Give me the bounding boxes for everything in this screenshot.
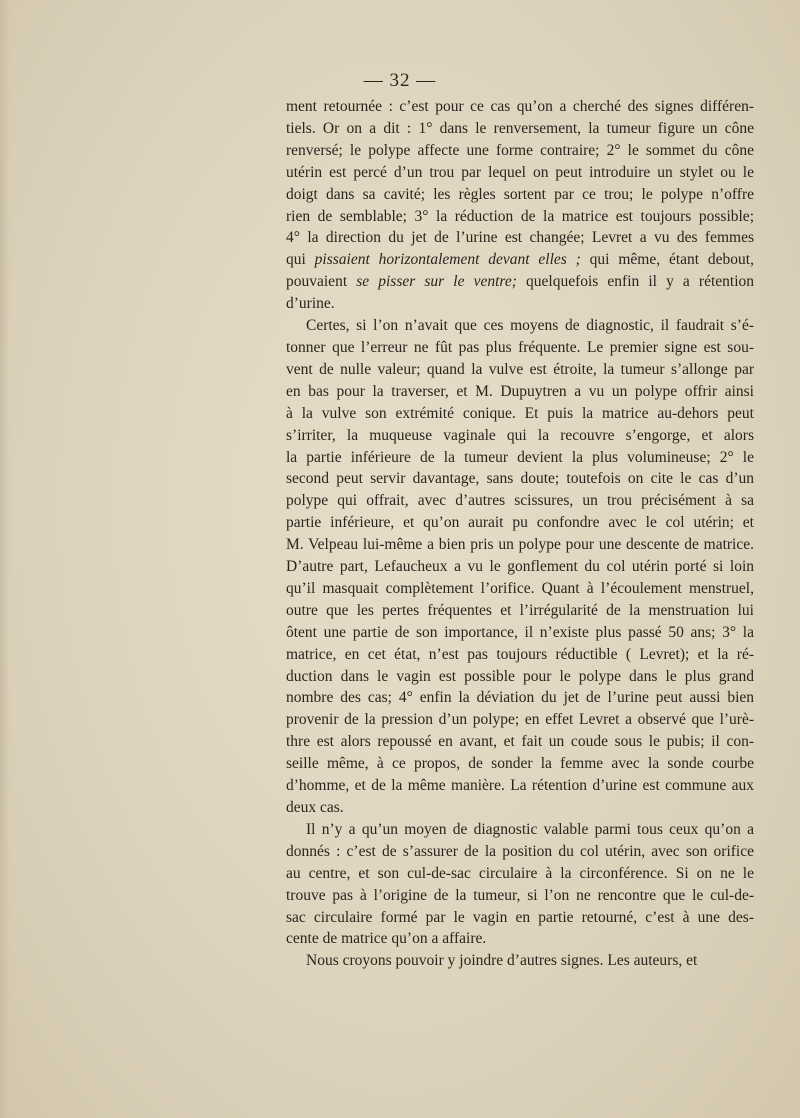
text-line: duction dans le vagin est possible pour le polype dans le plus grand [286, 667, 754, 685]
paragraph [286, 315, 754, 819]
text-line: d’homme, et de la même manière. La rétention d’urine est commune aux [286, 777, 754, 795]
text-line: cente de matrice qu’on a affaire. [286, 930, 487, 948]
text-line: sac circulaire formé par le vagin en partie retourné, c’est à une des- [286, 908, 754, 926]
body-text [286, 96, 754, 972]
text-line: 4° la direction du jet de l’urine est changée; Levret a vu des femmes [286, 229, 754, 247]
paragraph [286, 819, 754, 950]
text-line: second peut servir davantage, sans doute; toutefois on cite le cas d’un [286, 470, 754, 488]
text-line: tonner que l’erreur ne fût pas plus fréquente. Le premier signe est sou- [286, 338, 754, 356]
text-line: outre que les pertes fréquentes et l’irrégularité de la menstruation lui [286, 601, 754, 619]
text-run: quelquefois enfin il y a rétention [516, 273, 755, 291]
text-line: matrice, en cet état, n’est pas toujours réductible ( Levret); et la ré- [286, 645, 754, 663]
paragraph [286, 950, 754, 972]
text-line: s’irriter, la muqueuse vaginale qui la recouvre s’engorge, et alors [286, 426, 754, 444]
text-line: renversé; le polype affecte une forme contraire; 2° le sommet du cône [286, 141, 754, 159]
text-line: la partie inférieure de la tumeur devient la plus volumineuse; 2° le [286, 448, 754, 466]
text-line: deux cas. [286, 799, 344, 816]
text-line: au centre, et son cul-de-sac circulaire à la circonférence. Si on ne le [286, 864, 754, 882]
text-line: seille même, à ce propos, de sonder la femme avec la sonde courbe [286, 755, 754, 773]
text-line: provenir de la pression d’un polype; en effet Levret a observé que l’urè- [286, 711, 754, 729]
text-line: Il n’y a qu’un moyen de diagnostic valable parmi tous ceux qu’on a [306, 820, 754, 838]
text-line [286, 271, 754, 293]
text-line: rien de semblable; 3° la réduction de la matrice est toujours possible; [286, 207, 754, 225]
italic-phrase: se pisser sur le ventre; [356, 273, 517, 291]
text-line: d’urine. [286, 295, 335, 313]
text-line: tiels. Or on a dit : 1° dans le renversement, la tumeur figure un cône [286, 119, 754, 137]
text-line: donnés : c’est de s’assurer de la position du col utérin, avec son orifice [286, 842, 754, 860]
text-line: polype qui offrait, avec d’autres scissures, un trou précisément à sa [286, 492, 754, 510]
text-line: vent de nulle valeur; quand la vulve est étroite, la tumeur s’allonge par [286, 360, 754, 378]
text-line: en bas pour la traverser, et M. Dupuytren a vu un polype offrir ainsi [286, 382, 754, 400]
text-line: Nous croyons pouvoir y joindre d’autres signes. Les auteurs, et [306, 952, 698, 970]
text-run: qui même, étant debout, [580, 251, 754, 269]
text-line [286, 249, 754, 271]
page-binding-shadow [0, 0, 10, 1118]
text-line: ment retournée : c’est pour ce cas qu’on a cherché des signes différen- [286, 98, 754, 115]
text-line: trouve pas à l’origine de la tumeur, si l’on ne rencontre que le cul-de- [286, 886, 754, 904]
text-line: partie inférieure, et qu’on aurait pu confondre avec le col utérin; et [286, 514, 754, 532]
text-line: nombre des cas; 4° enfin la déviation du jet de l’urine peut aussi bien [286, 689, 754, 707]
text-line: à la vulve son extrémité conique. Et puis la matrice au-dehors peut [286, 404, 754, 422]
text-line: ôtent une partie de son importance, il n’existe plus passé 50 ans; 3° la [286, 623, 754, 641]
text-line: D’autre part, Lefaucheux a vu le gonflement du col utérin porté si loin [286, 558, 754, 576]
text-line: M. Velpeau lui-même a bien pris un polype pour une descente de matrice. [286, 536, 754, 554]
text-line: doigt dans sa cavité; les règles sortent par ce trou; le polype n’offre [286, 185, 754, 203]
text-line: Certes, si l’on n’avait que ces moyens de diagnostic, il faudrait s’é- [306, 317, 754, 335]
paragraph [286, 96, 754, 315]
text-line: qu’il masquait complètement l’orifice. Quant à l’écoulement menstruel, [286, 579, 754, 597]
text-line: thre est alors repoussé en avant, et fait un coude sous le pubis; il con- [286, 733, 754, 751]
page-number: — 32 — [363, 70, 437, 91]
text-run: qui [286, 251, 315, 269]
text-run: pouvaient [286, 273, 357, 291]
text-line: utérin est percé d’un trou par lequel on peut introduire un stylet ou le [286, 163, 754, 181]
italic-phrase: pissaient horizontalement devant elles ; [314, 251, 581, 269]
